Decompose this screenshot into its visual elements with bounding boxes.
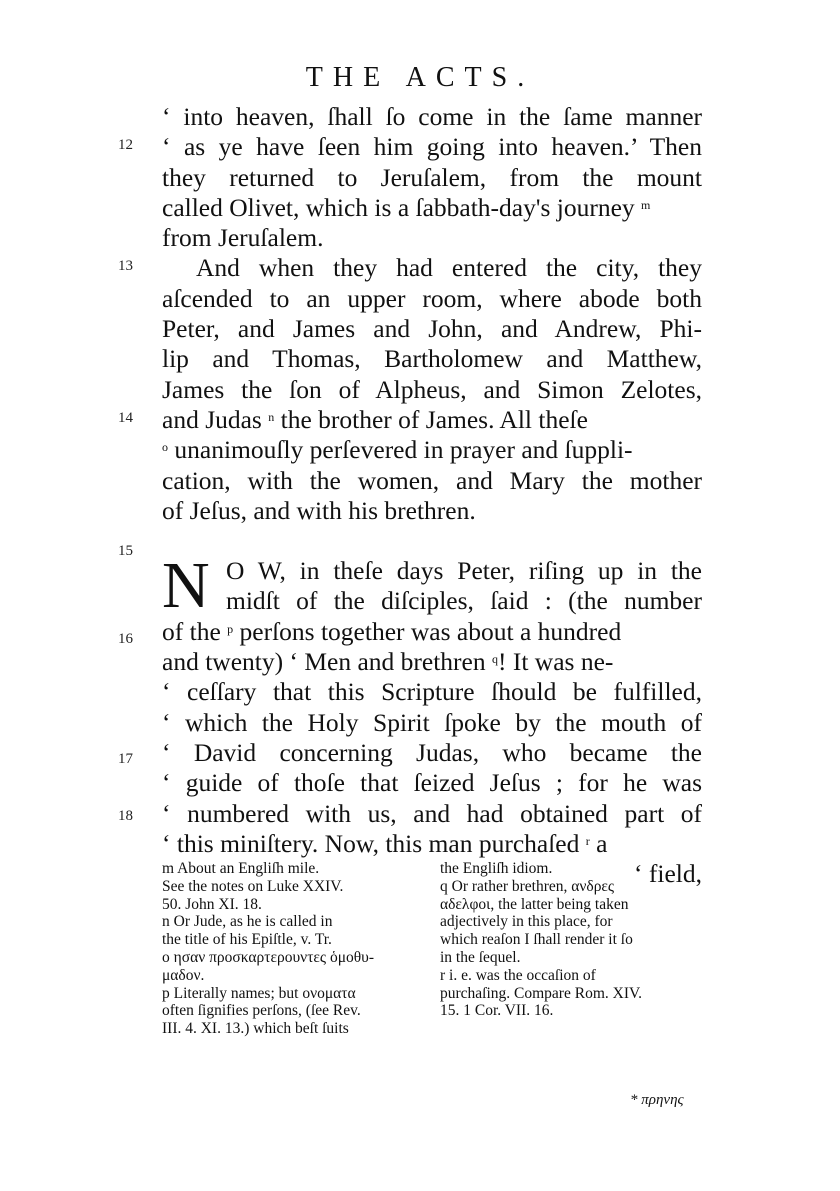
footnote-line: which reaſon I ſhall render it ſo: [440, 931, 633, 949]
text-line: from Jeruſalem.: [162, 223, 324, 253]
text-line: James the ſon of Alpheus, and Simon Zelotes,: [162, 374, 702, 404]
text-line: O W, in theſe days Peter, riſing up in the: [226, 556, 702, 586]
footnote-line: q Or rather brethren, ανδρες: [440, 877, 615, 895]
text-span: and Judas: [162, 404, 262, 434]
footnote-line: purchaſing. Compare Rom. XIV.: [440, 984, 643, 1002]
text-line: aſcended to an upper room, where abode both: [162, 283, 702, 313]
footnote-line: m About an Engliſh mile.: [162, 860, 320, 877]
footnote-line: p Literally names; but ονοματα: [162, 984, 356, 1002]
note-mark: q: [491, 652, 498, 667]
footnote-line: the Engliſh idiom.: [440, 860, 553, 877]
text-line: ‘ into heaven, ſhall ſo come in the ſame manner: [162, 102, 702, 131]
verse-number: 17: [118, 751, 133, 767]
text-line: they returned to Jeruſalem, from the mount: [162, 162, 702, 192]
footnote-line: o ησαν προσκαρτερουντες ὁμοθυ-: [162, 948, 375, 966]
footnote-line: n Or Jude, as he is called in: [162, 913, 333, 931]
text-span: ‘ this miniſtery. Now, this man purchaſed: [162, 828, 580, 858]
footnote-line: See the notes on Luke XXIV.: [162, 877, 344, 895]
text-span: called Olivet, which is a ſabbath-day's journey: [162, 192, 635, 222]
footnote-line: often ſignifies perſons, (ſee Rev.: [162, 1002, 361, 1020]
text-line: [162, 435, 702, 465]
footnote-line: r i. e. was the occaſion of: [440, 966, 596, 984]
footnote-line: III. 4. XI. 13.) which beſt ſuits: [162, 1020, 349, 1038]
text-line: Peter, and James and John, and Andrew, Phi-: [162, 314, 702, 344]
note-mark: p: [227, 621, 234, 636]
text-line: ‘ numbered with us, and had obtained part of: [162, 798, 702, 828]
footnotes-left: [162, 860, 424, 1038]
text-line: ‘ field,: [634, 859, 702, 889]
text-line: ‘ David concerning Judas, who became the: [162, 737, 702, 767]
text-line: [162, 647, 702, 677]
verse-number: 14: [118, 410, 133, 426]
text-line: [162, 829, 702, 859]
text-line: ‘ as ye have ſeen him going into heaven.’ Then: [162, 132, 702, 162]
verse-number: 13: [118, 258, 133, 274]
text-span: and twenty): [162, 647, 284, 677]
note-mark: r: [585, 833, 590, 848]
verse-number: 15: [118, 543, 133, 559]
text-line: of Jeſus, and with his brethren.: [162, 495, 476, 525]
verse-number: 16: [118, 631, 133, 647]
note-mark: m: [641, 197, 651, 212]
note-mark: o: [162, 440, 168, 455]
verse-number: 18: [118, 808, 133, 824]
running-head: THE ACTS.: [305, 62, 535, 93]
text-span: ! It was ne-: [497, 647, 614, 677]
text-line: And when they had entered the city, they: [196, 253, 702, 283]
text-span: perſons together was about a hundred: [239, 616, 622, 646]
drop-cap: N: [162, 549, 210, 623]
footnote-line: 15. 1 Cor. VII. 16.: [440, 1002, 554, 1020]
text-line: cation, with the women, and Mary the mother: [162, 465, 702, 495]
footnotes-right: [440, 860, 702, 1020]
catchword: * πρηνης: [630, 1092, 684, 1108]
text-line: [162, 617, 702, 647]
text-line: lip and Thomas, Bartholomew and Matthew,: [162, 344, 702, 374]
footnote-line: 50. John XI. 18.: [162, 895, 262, 913]
footnote-line: the title of his Epiſtle, v. Tr.: [162, 931, 332, 949]
footnote-line: in the ſequel.: [440, 948, 521, 966]
text-line: [162, 193, 702, 223]
text-line: ‘ which the Holy Spirit ſpoke by the mouth of: [162, 707, 702, 737]
text-line: midſt of the diſciples, ſaid : (the number: [226, 586, 702, 616]
text-span: a: [596, 828, 608, 858]
note-mark: n: [268, 409, 275, 424]
text-span: unanimouſly perſevered in prayer and ſuppli-: [174, 435, 633, 465]
main-text: [162, 102, 702, 889]
text-line: ‘ ceſſary that this Scripture ſhould be fulfilled,: [162, 677, 702, 707]
text-span: of the: [162, 616, 221, 646]
footnote-line: μαδον.: [162, 966, 205, 984]
text-span: the brother of James. All theſe: [280, 404, 588, 434]
text-line: [162, 405, 702, 435]
text-span: ‘ Men and brethren: [289, 647, 486, 677]
text-line: ‘ guide of thoſe that ſeized Jeſus ; for he was: [162, 768, 702, 798]
verse-number: 12: [118, 137, 133, 153]
footnote-line: adjectively in this place, for: [440, 913, 613, 931]
footnote-line: αδελφοι, the latter being taken: [440, 895, 629, 913]
